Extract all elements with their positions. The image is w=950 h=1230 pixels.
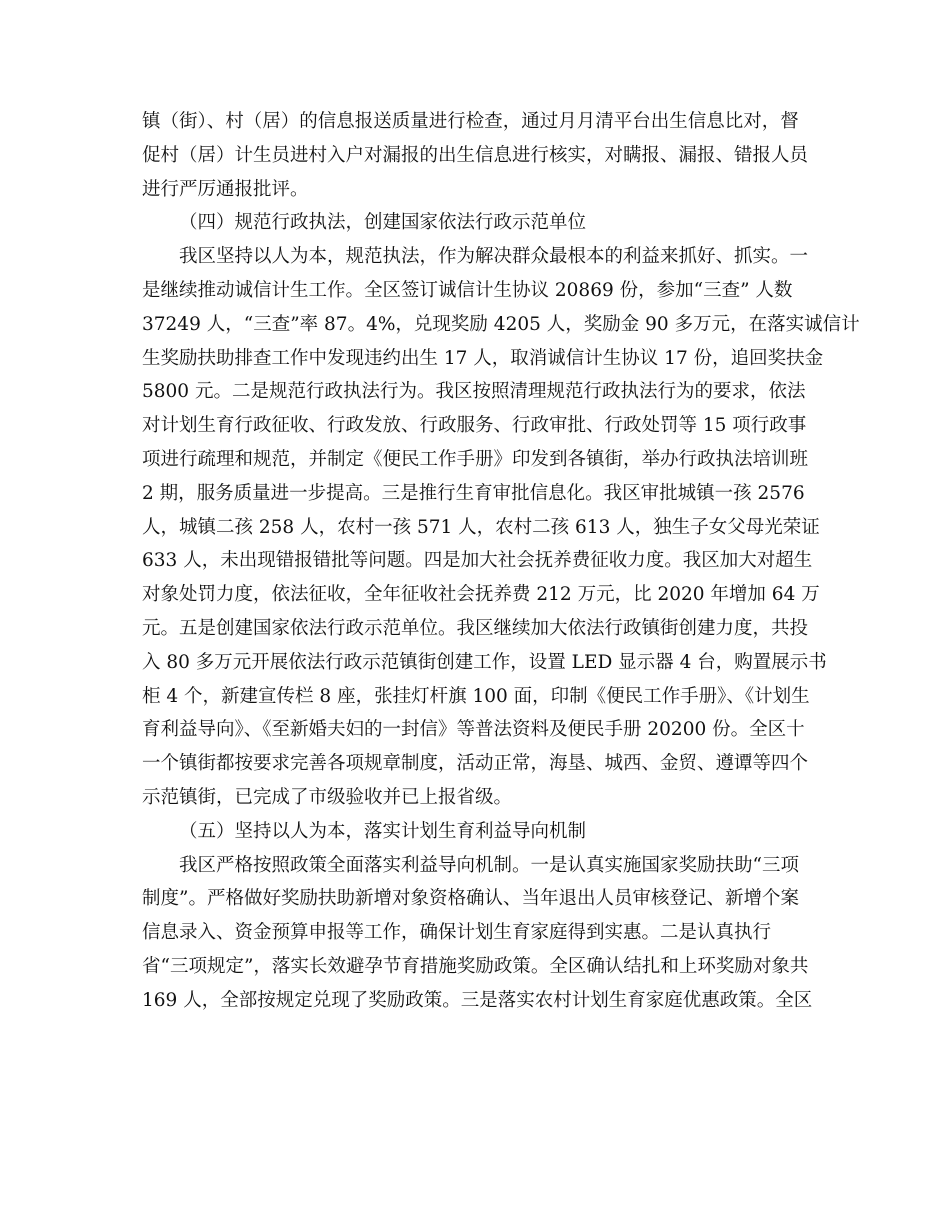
text-line: 信息录入、资金预算申报等工作，确保计划生育家庭得到实惠。二是认真执行 [142, 922, 772, 944]
text-line: 是继续推动诚信计生工作。全区签订诚信计生协议 20869 份，参加“三查” 人数 [142, 279, 793, 301]
text-line: 镇（街）、村（居）的信息报送质量进行检查，通过月月清平台出生信息比对，督 [142, 111, 799, 132]
text-line: 进行严厉通报批评。 [142, 178, 309, 200]
text-line: 促村（居）计生员进村入户对漏报的出生信息进行核实，对瞒报、漏报、错报人员 [142, 144, 809, 166]
text-line: 元。五是创建国家依法行政示范单位。我区继续加大依法行政镇街创建力度，共投 [142, 617, 809, 639]
text-line: 5800 元。二是规范行政执法行为。我区按照清理规范行政执法行为的要求，依法 [142, 381, 806, 403]
section-heading: （四）规范行政执法，创建国家依法行政示范单位 [179, 212, 587, 234]
document-body [142, 105, 860, 1018]
text-line: 示范镇街，已完成了市级验收并已上报省级。 [142, 786, 513, 808]
text-line: 省“三项规定”，落实长效避孕节育措施奖励政策。全区确认结扎和上环奖励对象共 [142, 955, 809, 977]
text-line: 169 人，全部按规定兑现了奖励政策。三是落实农村计划生育家庭优惠政策。全区 [142, 989, 813, 1011]
text-line: 633 人，未出现错报错批等问题。四是加大社会抚养费征收力度。我区加大对超生 [142, 550, 813, 572]
text-line: 育利益导向》、《至新婚夫妇的一封信》等普法资料及便民手册 20200 份。全区十 [142, 719, 805, 741]
text-line: 37249 人，“三查”率 87。4%，兑现奖励 4205 人，奖励金 90 多万元，在落实诚信计 [142, 313, 860, 335]
text-line: 对计划生育行政征收、行政发放、行政服务、行政审批、行政处罚等 15 项行政事 [142, 415, 807, 437]
text-line: 制度”。严格做好奖励扶助新增对象资格确认、当年退出人员审核登记、新增个案 [142, 888, 799, 910]
text-line: 生奖励扶助排查工作中发现违约出生 17 人，取消诚信计生协议 17 份，追回奖扶金 [142, 347, 824, 369]
text-line: 项进行疏理和规范，并制定《便民工作手册》印发到各镇街，举办行政执法培训班 [142, 448, 809, 470]
section-heading: （五）坚持以人为本，落实计划生育利益导向机制 [179, 820, 587, 842]
text-line: 我区严格按照政策全面落实利益导向机制。一是认真实施国家奖励扶助“三项 [179, 854, 799, 876]
text-line: 入 80 多万元开展依法行政示范镇街创建工作，设置 LED 显示器 4 台，购置展示书 [142, 651, 827, 673]
text-line: 我区坚持以人为本，规范执法，作为解决群众最根本的利益来抓好、抓实。一 [179, 246, 809, 268]
text-line: 一个镇街都按要求完善各项规章制度，活动正常，海垦、城西、金贸、遵谭等四个 [142, 753, 809, 775]
text-line: 2 期，服务质量进一步提高。三是推行生育审批信息化。我区审批城镇一孩 2576 [142, 482, 805, 504]
text-line: 人，城镇二孩 258 人，农村一孩 571 人，农村二孩 613 人，独生子女父母光荣证 [142, 516, 820, 538]
text-line: 柜 4 个，新建宣传栏 8 座，张挂灯杆旗 100 面，印制《便民工作手册》、《计划生 [142, 685, 810, 707]
text-line: 对象处罚力度，依法征收，全年征收社会抚养费 212 万元，比 2020 年增加 64 万 [142, 584, 820, 606]
